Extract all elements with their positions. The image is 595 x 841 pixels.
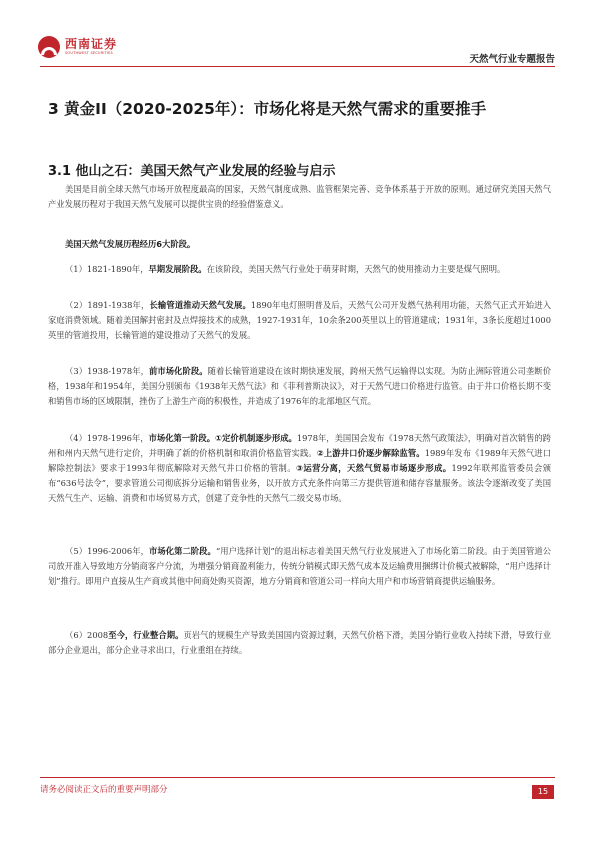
report-title: 天然气行业专题报告 — [469, 54, 555, 65]
logo-text — [65, 38, 117, 56]
stage-2-title: 长输管道推动天然气发展。 — [149, 300, 251, 310]
stage-4-point-3: ③运营分离，天然气贸易市场逐步形成。 — [295, 463, 452, 473]
stage-6-text: 页岩气的规模生产导致美国国内资源过剩，天然气价格下滑，美国分销行业收入持续下滑，导致行业部分企业退出，部分企业寻求出口，行业重组在持续。 — [48, 630, 551, 655]
stage-6-lead: （6）2008 — [65, 630, 109, 640]
stage-5-title: 市场化第二阶段。 — [148, 546, 216, 556]
subsection-heading: 3.1 他山之石：美国天然气产业发展的经验与启示 — [48, 164, 336, 179]
section-heading: 3 黄金II（2020-2025年）：市场化将是天然气需求的重要推手 — [48, 100, 487, 118]
stage-1-text: 在该阶段，美国天然气行业处于萌芽时期，天然气的使用推动力主要是煤气照明。 — [206, 264, 506, 274]
stage-2-text: 1890年电灯照明普及后，天然气公司开发燃气热利用功能，天然气正式开始进入家庭消费领域。随着美国解封密封及点焊接技术的成熟，1927-1931年，10余条200英里以上的管道建成；1931年，3条长度超过1000英里的管道投用，长输管道的建设推动了天然气的发展。 — [48, 300, 551, 340]
stage-4-title: 市场化第一阶段。①定价机制逐步形成。 — [148, 433, 297, 443]
stage-2-lead: （2）1891-1938年， — [65, 300, 150, 310]
stage-3-paragraph — [48, 364, 551, 409]
footer-disclaimer: 请务必阅读正文后的重要声明部分 — [40, 785, 168, 795]
footer-divider — [40, 777, 555, 778]
stage-3-lead: （3）1938-1978年， — [65, 366, 149, 376]
stages-heading — [48, 237, 551, 252]
stage-4-paragraph — [48, 431, 551, 506]
stage-1-lead: （1）1821-1890年， — [65, 264, 149, 274]
stage-4-text-3: 1992年联邦监管委员会颁布“636号法令”，要求管道公司彻底拆分运输和销售业务，以开放方式充条件向第三方提供管道和储存容量服务。该法令逐渐改变了美国天然气生产、运输、消费和市场贸易方式，创建了竞争性的天然气二级交易市场。 — [48, 463, 552, 503]
intro-paragraph: 美国是目前全球天然气市场开放程度最高的国家，天然气制度成熟、监管框架完善、竞争体系基于开放的原则。通过研究美国天然气产业发展历程对于我国天然气发展可以提供宝贵的经验借鉴意义。 — [48, 184, 551, 209]
stage-4-lead: （4）1978-1996年， — [65, 433, 149, 443]
stage-5-lead: （5）1996-2006年， — [65, 546, 149, 556]
page-header — [0, 0, 595, 70]
stage-4-point-2: ②上游井口价逐步解除监管。 — [316, 448, 425, 458]
logo-cn: 西南证券 — [65, 37, 118, 51]
stage-2-paragraph — [48, 298, 551, 343]
stage-6-title: 至今，行业整合期。 — [108, 630, 184, 640]
stage-1-title: 早期发展阶段。 — [148, 264, 207, 274]
company-logo — [38, 36, 117, 58]
logo-en: SOUTHWEST SECURITIES — [65, 51, 113, 55]
stage-3-title: 前市场化阶段。 — [148, 366, 208, 376]
page-number: 15 — [532, 785, 554, 799]
stage-5-paragraph — [48, 544, 551, 589]
stage-5-text: “用户选择计划”的退出标志着美国天然气行业发展进入了市场化第二阶段。由于美国管道公司放开准入导致地方分销商客户分流，为增强分销商盈利能力，传统分销模式即天然气成本及运输费用捆绑计价模式被解除，“用户选择计划”推行。即用户直接从生产商或其他中间商处购买资源，地方分销商和管道公司一样向大用户和市场营销商提供运输服务。 — [48, 546, 551, 586]
stage-1-paragraph — [48, 262, 551, 277]
stage-4-text-2: 1989年发布《1989年天然气进口解除控制法》要求于1993年彻底解除对天然气井口价格的管制。 — [48, 448, 552, 473]
stage-6-paragraph — [48, 628, 551, 658]
stage-3-text: 随着长输管道建设在该时期快速发展，跨州天然气运输得以实现。为防止洲际管道公司垄断价格，1938年和1954年，美国分别颁布《1938年天然气法》和《菲利普斯决议》，对于天然气进口价格进行监管。由于井口价格长期不变和销售市场的区域限制，挫伤了上游生产商的积极性，并造成了1976年的北部地区气荒。 — [48, 366, 551, 406]
stages-heading-text: 美国天然气发展历程经历6大阶段。 — [65, 239, 196, 249]
stage-4-text-1: 1978年，美国国会发布《1978天然气政策法》，明确对首次销售的跨州和州内天然气进行定价，并明确了新的价格机制和取消价格监管实践。 — [48, 433, 551, 458]
logo-icon — [38, 36, 60, 58]
header-divider — [40, 66, 555, 67]
